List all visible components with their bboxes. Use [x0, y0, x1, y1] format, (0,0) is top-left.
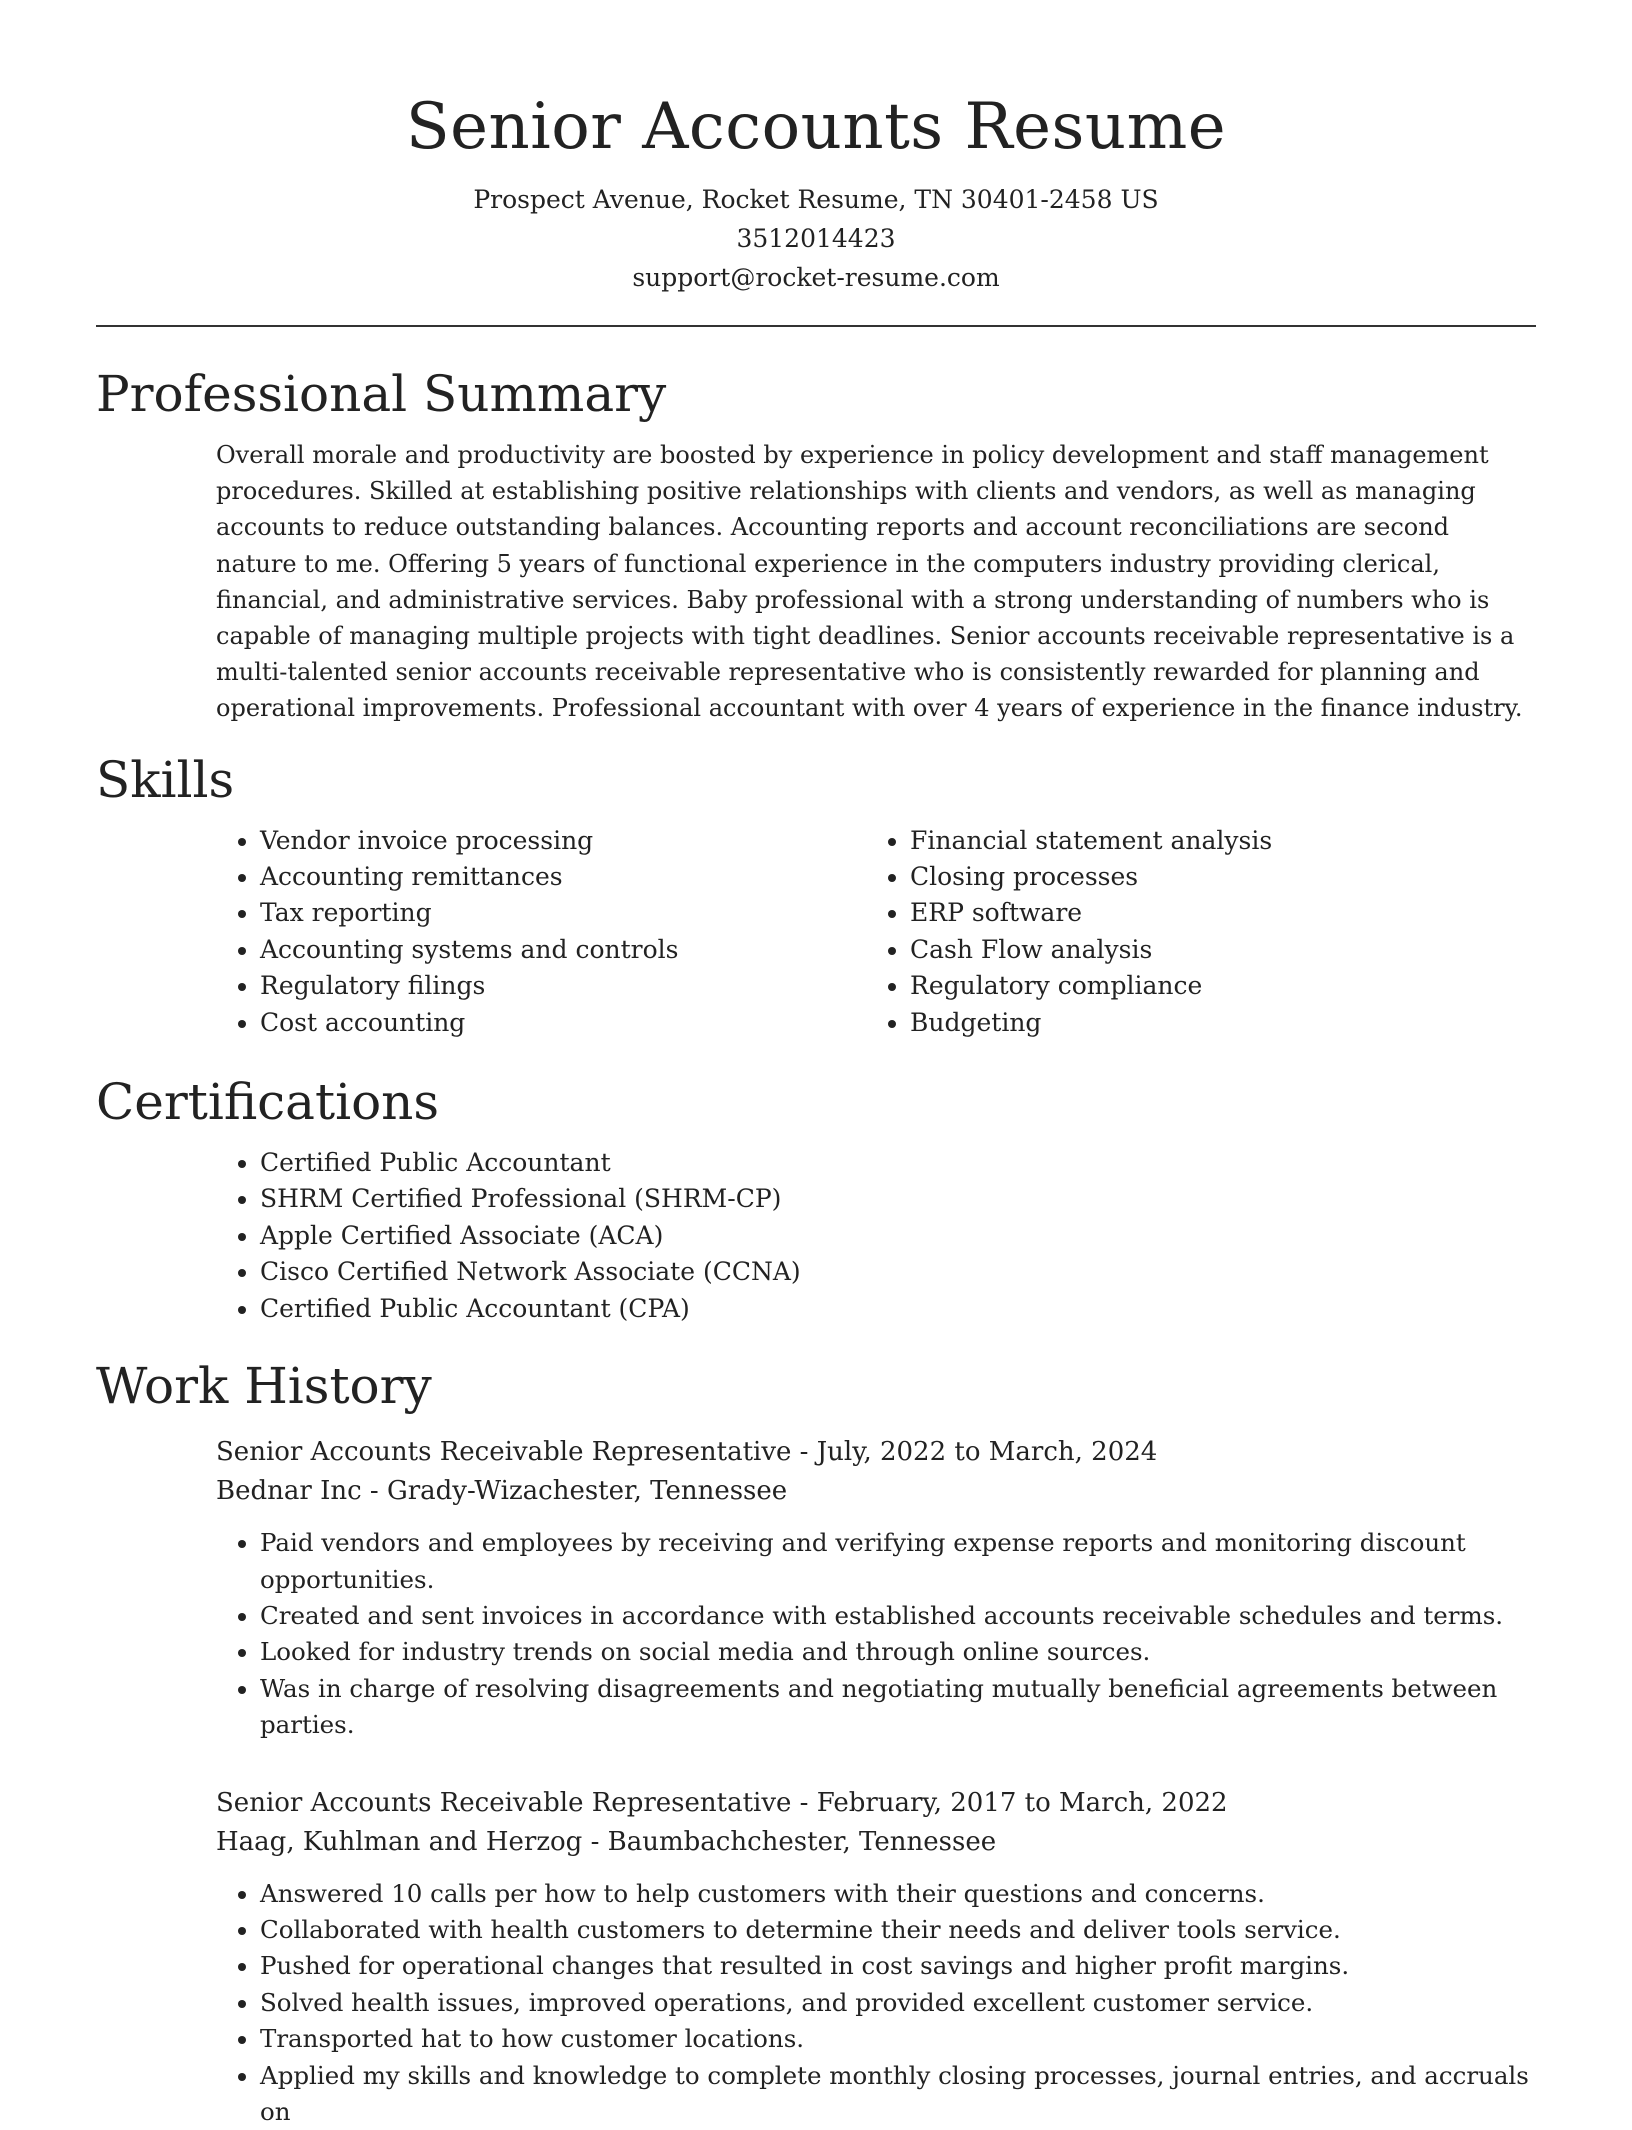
skill-item: • Accounting systems and controls	[260, 932, 866, 968]
resume-title: Senior Accounts Resume	[405, 90, 1227, 164]
header-divider	[96, 325, 1536, 327]
job-bullet: • Pushed for operational changes that resulted in cost savings and higher profit margins.	[260, 1948, 1536, 1984]
resume-page	[96, 0, 1536, 2126]
job-company-location: Bednar Inc - Grady-Wizachester, Tennessee	[216, 1476, 788, 1507]
skills-columns	[216, 823, 1536, 1041]
skill-item: • Budgeting	[910, 1005, 1536, 1041]
job-bullet: • Was in charge of resolving disagreements and negotiating mutually beneficial agreements between parties.	[260, 1671, 1536, 1744]
job-bullet: • Solved health issues, improved operations, and provided excellent customer service.	[260, 1985, 1536, 2021]
skill-item: • Regulatory compliance	[910, 968, 1536, 1004]
summary-heading: Professional Summary	[96, 365, 667, 423]
contact-email: support@rocket-resume.com	[632, 263, 1000, 292]
contact-info	[96, 180, 1536, 297]
skill-item: • Accounting remittances	[260, 859, 866, 895]
job-title-dates: Senior Accounts Receivable Representative - February, 2017 to March, 2022	[216, 1787, 1228, 1818]
skills-left-list	[216, 823, 866, 1041]
certifications-list	[216, 1145, 1536, 1327]
skill-item: • Closing processes	[910, 859, 1536, 895]
job-bullet: • Applied my skills and knowledge to complete monthly closing processes, journal entries, and accruals on	[260, 2058, 1536, 2130]
job-title-dates: Senior Accounts Receivable Representative - July, 2022 to March, 2024	[216, 1437, 1158, 1468]
job-entry	[216, 1433, 1536, 1743]
certification-item: • Apple Certified Associate (ACA)	[260, 1218, 1536, 1254]
skill-item: • Cost accounting	[260, 1005, 866, 1041]
job-bullet: • Looked for industry trends on social media and through online sources.	[260, 1634, 1536, 1670]
certifications-heading: Certifications	[96, 1073, 440, 1132]
job-entry	[216, 1784, 1536, 2130]
summary-text: Overall morale and productivity are boosted by experience in policy development and staff management procedures. Skilled at establishing positive relationships with clients and vendors, as well as managing accounts to reduce outstanding balances. Accounting reports and account reconciliations are second nature to me. Offering 5 years of functional experience in the computers industry providing clerical, financial, and administrative services. Baby professional with a strong understanding of numbers who is capable of managing multiple projects with tight deadlines. Senior accounts receivable representative is a multi-talented senior accounts receivable representative who is consistently rewarded for planning and operational improvements. Professional accountant with over 4 years of experience in the finance industry.	[216, 441, 1523, 723]
job-bullet: • Transported hat to how customer locations.	[260, 2021, 1536, 2057]
skill-item: • Financial statement analysis	[910, 823, 1536, 859]
certification-item: • Certified Public Accountant	[260, 1145, 1536, 1181]
job-bullet: • Answered 10 calls per how to help customers with their questions and concerns.	[260, 1876, 1536, 1912]
job-bullet: • Collaborated with health customers to determine their needs and deliver tools service.	[260, 1912, 1536, 1948]
job-bullets	[216, 1525, 1536, 1743]
skill-item: • Regulatory filings	[260, 968, 866, 1004]
job-company-location: Haag, Kuhlman and Herzog - Baumbachchester, Tennessee	[216, 1826, 997, 1857]
job-bullet: • Created and sent invoices in accordance with established accounts receivable schedules and terms.	[260, 1598, 1536, 1634]
contact-phone: 3512014423	[736, 224, 896, 253]
contact-address: Prospect Avenue, Rocket Resume, TN 30401-2458 US	[473, 185, 1159, 214]
job-bullet: • Paid vendors and employees by receiving and verifying expense reports and monitoring discount opportunities.	[260, 1525, 1536, 1598]
skill-item: • Vendor invoice processing	[260, 823, 866, 859]
skill-item: • Cash Flow analysis	[910, 932, 1536, 968]
skills-heading: Skills	[96, 750, 235, 809]
skills-right-list	[866, 823, 1536, 1041]
work-history-heading: Work History	[96, 1357, 432, 1416]
certification-item: • SHRM Certified Professional (SHRM-CP)	[260, 1181, 1536, 1217]
certification-item: • Cisco Certified Network Associate (CCNA)	[260, 1254, 1536, 1290]
skill-item: • Tax reporting	[260, 895, 866, 931]
certification-item: • Certified Public Accountant (CPA)	[260, 1291, 1536, 1327]
resume-header	[96, 0, 1536, 297]
job-bullets	[216, 1876, 1536, 2130]
skill-item: • ERP software	[910, 895, 1536, 931]
